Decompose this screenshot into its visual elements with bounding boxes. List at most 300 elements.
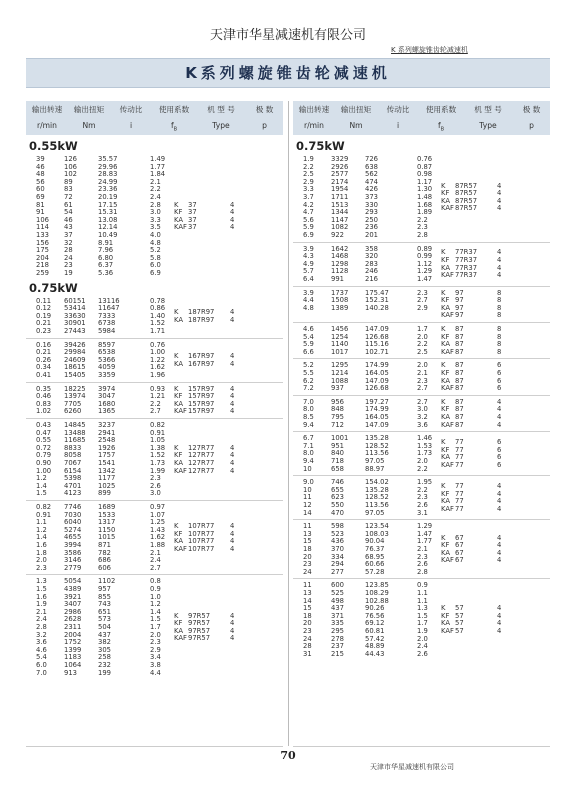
type-code: KAF <box>441 347 454 356</box>
table-cell: 2.0 <box>417 457 428 465</box>
table-cell: 27443 <box>64 327 86 335</box>
table-cell: 12 <box>303 501 312 509</box>
table-cell: 957 <box>98 585 111 593</box>
table-cell: 60151 <box>64 296 86 305</box>
table-cell: 1.4 <box>150 607 161 616</box>
table-cell: 83 <box>64 185 73 194</box>
table-cell: 1.25 <box>150 518 166 527</box>
table-cell: 1.89 <box>417 208 433 217</box>
table-cell: 1.17 <box>417 177 433 186</box>
group-separator <box>26 418 283 419</box>
table-cell: 6.80 <box>98 253 114 262</box>
table-cell: 1.29 <box>417 522 433 531</box>
table-cell: 6.4 <box>303 275 314 283</box>
table-cell: 5274 <box>64 525 82 534</box>
table-cell: 23 <box>303 560 312 569</box>
table-cell: 113.56 <box>365 449 389 458</box>
type-code: KA <box>441 263 450 272</box>
table-cell: 0.82 <box>150 421 166 429</box>
pole-count: 4 <box>230 208 235 217</box>
table-cell: 13974 <box>64 392 86 401</box>
type-code: KF <box>441 332 450 341</box>
table-cell: 18 <box>303 611 312 620</box>
table-cell: 1.43 <box>150 525 166 534</box>
type-code: 127R77 <box>188 443 215 452</box>
table-cell: 382 <box>98 638 111 647</box>
table-cell: 24 <box>64 253 73 262</box>
type-code: KA <box>441 548 450 557</box>
table-cell: 4655 <box>64 533 82 542</box>
table-cell: 2.2 <box>417 485 428 494</box>
table-cell: 28 <box>303 642 312 651</box>
table-cell: 1.3 <box>417 604 428 613</box>
table-cell: 1.30 <box>417 185 433 194</box>
pole-count: 4 <box>497 497 502 506</box>
table-cell: 3994 <box>64 541 82 549</box>
table-cell: 128.52 <box>365 493 389 502</box>
table-cell: 1.5 <box>417 611 428 620</box>
table-cell: 126.68 <box>365 332 389 341</box>
table-cell: 1.46 <box>417 434 433 443</box>
table-cell: 0.76 <box>150 340 166 349</box>
table-cell: 12.14 <box>98 223 118 232</box>
table-cell: 154.02 <box>365 478 389 487</box>
table-cell: 6.0 <box>36 661 47 669</box>
table-cell: 2.7 <box>417 397 428 406</box>
table-cell: 5.5 <box>303 369 314 377</box>
pole-count: 4 <box>497 263 502 272</box>
table-cell: 2.7 <box>150 407 161 416</box>
header-unit-service-factor: $f_B$ <box>170 121 178 133</box>
table-cell: 7746 <box>64 503 82 511</box>
type-code: 127R77 <box>188 451 215 460</box>
table-cell: 0.87 <box>417 162 433 171</box>
table-cell: 1.7 <box>150 623 161 631</box>
pole-count: 4 <box>230 451 235 460</box>
table-cell: 0.98 <box>417 170 433 179</box>
table-cell: 6154 <box>64 466 82 475</box>
table-cell: 6.9 <box>150 269 161 277</box>
table-cell: 2.0 <box>417 361 428 370</box>
table-cell: 164.05 <box>365 369 389 377</box>
type-code: 97 <box>455 288 464 297</box>
table-cell: 174.99 <box>365 361 389 370</box>
table-cell: 6.7 <box>303 434 314 443</box>
table-cell: 991 <box>331 275 344 283</box>
table-cell: 3.3 <box>150 215 161 224</box>
table-cell: 658 <box>331 464 344 473</box>
table-cell: 1.7 <box>417 619 428 628</box>
table-cell: 10.49 <box>98 231 118 239</box>
table-cell: 250 <box>365 215 378 224</box>
table-cell: 13 <box>303 589 312 597</box>
table-cell: 259 <box>36 269 49 277</box>
table-cell: 0.47 <box>36 428 52 437</box>
type-code: 87 <box>455 420 464 429</box>
table-cell: 320 <box>365 252 378 261</box>
table-cell: 1.5 <box>36 585 47 593</box>
table-cell: 3.9 <box>303 288 314 297</box>
table-cell: 216 <box>365 275 378 283</box>
type-code: 77R37 <box>455 271 478 280</box>
type-code: KA <box>441 340 450 349</box>
table-cell: 10 <box>303 485 312 494</box>
group-separator <box>293 322 550 323</box>
table-cell: 294 <box>331 560 344 569</box>
type-code: K <box>174 200 179 209</box>
table-cell: 1456 <box>331 325 349 333</box>
table-cell: 1.0 <box>150 592 161 601</box>
table-cell: 1.6 <box>36 592 47 601</box>
table-cell: 598 <box>331 522 344 531</box>
table-cell: 1468 <box>331 252 349 261</box>
table-cell: 1.88 <box>150 541 166 549</box>
group-separator <box>293 286 550 287</box>
table-cell: 2577 <box>331 170 349 179</box>
table-cell: 69 <box>36 193 45 201</box>
table-cell: 199 <box>98 668 111 677</box>
table-cell: 5.9 <box>303 223 314 232</box>
table-cell: 76.56 <box>365 611 385 620</box>
table-cell: 33630 <box>64 311 86 320</box>
pole-count: 4 <box>230 407 235 416</box>
table-cell: 2.4 <box>417 642 428 651</box>
pole-count: 4 <box>230 200 235 209</box>
table-cell: 57.42 <box>365 634 385 643</box>
table-cell: 0.91 <box>36 510 52 519</box>
table-cell: 0.79 <box>36 451 52 460</box>
table-cell: 9.0 <box>303 478 314 487</box>
table-cell: 5.36 <box>98 269 114 277</box>
header-unit-poles: p <box>529 121 534 130</box>
type-code: K <box>174 443 179 452</box>
pole-count: 4 <box>497 189 502 198</box>
table-cell: 18615 <box>64 363 86 372</box>
type-code: KA <box>441 303 450 312</box>
table-cell: 3.9 <box>303 244 314 253</box>
pole-count: 4 <box>230 359 235 368</box>
table-cell: 29984 <box>64 348 86 357</box>
table-cell: 1.2 <box>36 474 47 483</box>
type-code: KF <box>441 189 450 198</box>
type-code: 57 <box>455 604 464 613</box>
type-code: K <box>174 352 179 360</box>
table-cell: 0.99 <box>417 252 433 261</box>
table-cell: 0.93 <box>150 384 166 393</box>
table-cell: 68.95 <box>365 552 385 561</box>
pole-count: 4 <box>497 533 502 542</box>
type-code: 87 <box>455 332 464 341</box>
type-code: KF <box>174 392 183 401</box>
pole-count: 4 <box>497 196 502 205</box>
type-code: 77R37 <box>455 263 478 272</box>
type-code: KA <box>441 619 450 628</box>
type-code: 87 <box>455 325 464 333</box>
table-cell: 2004 <box>64 630 82 639</box>
table-cell: 69.12 <box>365 619 385 628</box>
type-code: 97 <box>455 303 464 312</box>
table-cell: 1064 <box>64 661 82 669</box>
type-code: 97R57 <box>188 611 211 620</box>
table-cell: 46 <box>64 215 73 224</box>
table-cell: 102.88 <box>365 596 389 605</box>
table-cell: 91 <box>36 208 45 217</box>
table-cell: 0.90 <box>36 459 52 467</box>
table-cell: 1183 <box>64 653 82 662</box>
table-cell: 1.07 <box>150 510 166 519</box>
table-cell: 0.78 <box>150 296 166 305</box>
table-cell: 1.84 <box>150 170 166 179</box>
table-cell: 426 <box>365 185 378 194</box>
table-cell: 11 <box>303 493 312 502</box>
table-cell: 5366 <box>98 355 116 364</box>
table-cell: 3.1 <box>417 508 428 517</box>
table-cell: 97.05 <box>365 457 385 465</box>
group-separator <box>293 395 550 396</box>
table-cell: 4.8 <box>303 303 314 312</box>
type-code: 87 <box>455 376 464 385</box>
table-cell: 848 <box>331 405 344 414</box>
table-cell: 3.0 <box>417 405 428 414</box>
table-cell: 1.52 <box>150 319 166 328</box>
type-code: KAF <box>441 627 454 635</box>
table-cell: 7.0 <box>303 397 314 406</box>
table-cell: 1025 <box>98 481 116 490</box>
type-code: KF <box>441 489 450 498</box>
right-column <box>293 136 550 747</box>
table-cell: 3.2 <box>36 630 47 639</box>
type-code: K <box>441 325 446 333</box>
table-cell: 2.3 <box>417 376 428 385</box>
table-cell: 23.36 <box>98 185 118 194</box>
pole-count: 4 <box>497 627 502 635</box>
header-unit-type: Type <box>479 121 497 130</box>
type-code: KAF <box>441 271 454 280</box>
table-cell: 1.1 <box>417 596 428 605</box>
header-unit-type: Type <box>212 121 230 130</box>
table-cell: 46 <box>36 162 45 171</box>
table-cell: 2628 <box>64 615 82 624</box>
type-code: 37 <box>188 215 197 224</box>
table-cell: 3586 <box>64 548 82 557</box>
table-cell: 147.09 <box>365 376 389 385</box>
table-cell: 335 <box>331 619 344 628</box>
table-cell: 2.3 <box>36 563 47 572</box>
pole-count: 4 <box>497 611 502 620</box>
group-separator <box>293 519 550 520</box>
type-code: K <box>441 604 446 613</box>
table-cell: 1.68 <box>417 200 433 209</box>
pole-count: 4 <box>497 181 502 190</box>
type-code: KF <box>174 529 183 538</box>
table-cell: 283 <box>365 259 378 268</box>
type-code: KF <box>174 619 183 628</box>
table-cell: 334 <box>331 552 344 561</box>
table-cell: 5.2 <box>303 361 314 370</box>
pole-count: 6 <box>497 361 502 370</box>
type-code: 157R97 <box>188 384 215 393</box>
type-code: 37 <box>188 208 197 217</box>
table-cell: 2.0 <box>417 332 428 341</box>
type-code: KA <box>174 459 183 467</box>
type-code: KA <box>174 399 183 408</box>
table-cell: 1295 <box>331 361 349 370</box>
pole-count: 6 <box>497 369 502 377</box>
type-code: 87 <box>455 384 464 393</box>
table-cell: 54 <box>64 208 73 217</box>
table-cell: 2.2 <box>150 185 161 194</box>
type-code: 97R57 <box>188 626 211 635</box>
table-cell: 2.1 <box>150 177 161 186</box>
type-code: 57 <box>455 611 464 620</box>
table-cell: 13 <box>303 529 312 538</box>
table-cell: 1.96 <box>150 371 166 379</box>
table-cell: 23 <box>64 261 73 270</box>
pole-count: 6 <box>497 438 502 446</box>
footer-company: 天津市华星减速机有限公司 <box>370 763 454 771</box>
table-cell: 7.0 <box>36 668 47 677</box>
table-cell: 718 <box>331 457 344 465</box>
type-code: 107R77 <box>188 544 215 553</box>
type-code: 107R77 <box>188 537 215 546</box>
table-cell: 1.00 <box>36 466 52 475</box>
table-cell: 1.05 <box>150 436 166 445</box>
table-cell: 1.5 <box>36 489 47 498</box>
table-cell: 44.43 <box>365 649 385 658</box>
table-cell: 913 <box>64 668 77 677</box>
table-cell: 90.26 <box>365 604 385 613</box>
power-heading: 0.75kW <box>29 280 78 295</box>
pole-count: 4 <box>497 204 502 213</box>
type-code: K <box>441 248 446 257</box>
type-code: 97 <box>455 311 464 320</box>
table-cell: 2.0 <box>150 630 161 639</box>
type-code: K <box>174 611 179 620</box>
header-service-factor: 使用系数 <box>158 105 190 114</box>
table-cell: 48.89 <box>365 642 385 651</box>
header-unit-torque: Nm <box>349 121 363 130</box>
table-cell: 2.3 <box>150 638 161 647</box>
pole-count: 6 <box>497 453 502 462</box>
table-cell: 0.82 <box>36 503 52 511</box>
type-code: 187R97 <box>188 315 215 324</box>
table-cell: 2.4 <box>36 615 47 624</box>
table-cell: 11 <box>303 581 312 590</box>
table-cell: 1.52 <box>150 451 166 460</box>
table-cell: 53414 <box>64 304 86 313</box>
type-code: 77R37 <box>455 256 478 264</box>
table-cell: 115.16 <box>365 340 389 349</box>
table-cell: 4.7 <box>303 208 314 217</box>
table-cell: 470 <box>331 508 344 517</box>
left-column <box>26 136 283 747</box>
table-cell: 2.6 <box>417 649 428 658</box>
type-code: KA <box>174 359 183 368</box>
table-cell: 937 <box>331 384 344 393</box>
table-cell: 6260 <box>64 407 82 416</box>
pole-count: 4 <box>230 443 235 452</box>
type-code: K <box>441 482 446 490</box>
type-code: KA <box>174 626 183 635</box>
type-code: 67 <box>455 541 464 550</box>
type-code: K <box>441 288 446 297</box>
type-code: KA <box>441 453 450 462</box>
table-cell: 1533 <box>98 510 116 519</box>
table-cell: 1.00 <box>150 348 166 357</box>
table-cell: 8833 <box>64 443 82 452</box>
table-cell: 6738 <box>98 319 116 328</box>
table-cell: 113.56 <box>365 501 389 509</box>
table-cell: 0.83 <box>36 399 52 408</box>
table-cell: 8058 <box>64 451 82 460</box>
table-cell: 6.9 <box>303 231 314 239</box>
table-cell: 31 <box>303 649 312 658</box>
table-cell: 550 <box>331 501 344 509</box>
table-cell: 5.4 <box>303 332 314 341</box>
type-code: K <box>441 361 446 370</box>
table-cell: 840 <box>331 449 344 458</box>
table-cell: 15405 <box>64 371 86 379</box>
table-cell: 18225 <box>64 384 86 393</box>
table-cell: 3237 <box>98 421 116 429</box>
table-cell: 436 <box>331 537 344 546</box>
table-cell: 1.53 <box>417 441 433 450</box>
table-cell: 525 <box>331 589 344 597</box>
pole-count: 4 <box>497 248 502 257</box>
type-code: 87R57 <box>455 196 478 205</box>
pole-count: 8 <box>497 288 502 297</box>
pole-count: 4 <box>497 489 502 498</box>
header-unit-speed: r/min <box>36 121 57 130</box>
table-cell: 5.4 <box>36 653 47 662</box>
type-code: 77 <box>455 438 464 446</box>
table-cell: 61 <box>64 200 73 209</box>
pole-count: 4 <box>497 413 502 421</box>
table-cell: 135.28 <box>365 434 389 443</box>
table-cell: 3.5 <box>150 223 161 232</box>
table-cell: 6.2 <box>303 376 314 385</box>
pole-count: 4 <box>497 619 502 628</box>
pole-count: 8 <box>497 325 502 333</box>
table-cell: 1680 <box>98 399 116 408</box>
table-cell: 2548 <box>98 436 116 445</box>
table-cell: 3.8 <box>150 661 161 669</box>
type-code: 107R77 <box>188 522 215 530</box>
table-cell: 686 <box>98 556 111 565</box>
table-cell: 5.6 <box>303 215 314 224</box>
group-separator <box>26 574 283 575</box>
table-cell: 4.9 <box>303 259 314 268</box>
type-code: K <box>441 438 446 446</box>
header-speed: 输出转速 <box>31 105 63 114</box>
table-cell: 164.05 <box>365 413 389 421</box>
table-cell: 1177 <box>98 474 116 483</box>
table-cell: 2.1 <box>417 369 428 377</box>
table-cell: 60 <box>36 185 45 194</box>
table-cell: 0.89 <box>417 244 433 253</box>
type-code: 87 <box>455 361 464 370</box>
header-unit-torque: Nm <box>82 121 96 130</box>
table-cell: 0.76 <box>417 155 433 163</box>
table-cell: 1102 <box>98 577 116 586</box>
type-code: 107R77 <box>188 529 215 538</box>
table-cell: 2.8 <box>417 567 428 576</box>
table-cell: 37 <box>64 231 73 239</box>
table-cell: 1.02 <box>36 407 52 416</box>
table-cell: 1508 <box>331 296 349 305</box>
table-cell: 1.4 <box>36 481 47 490</box>
table-cell: 4.6 <box>36 645 47 654</box>
